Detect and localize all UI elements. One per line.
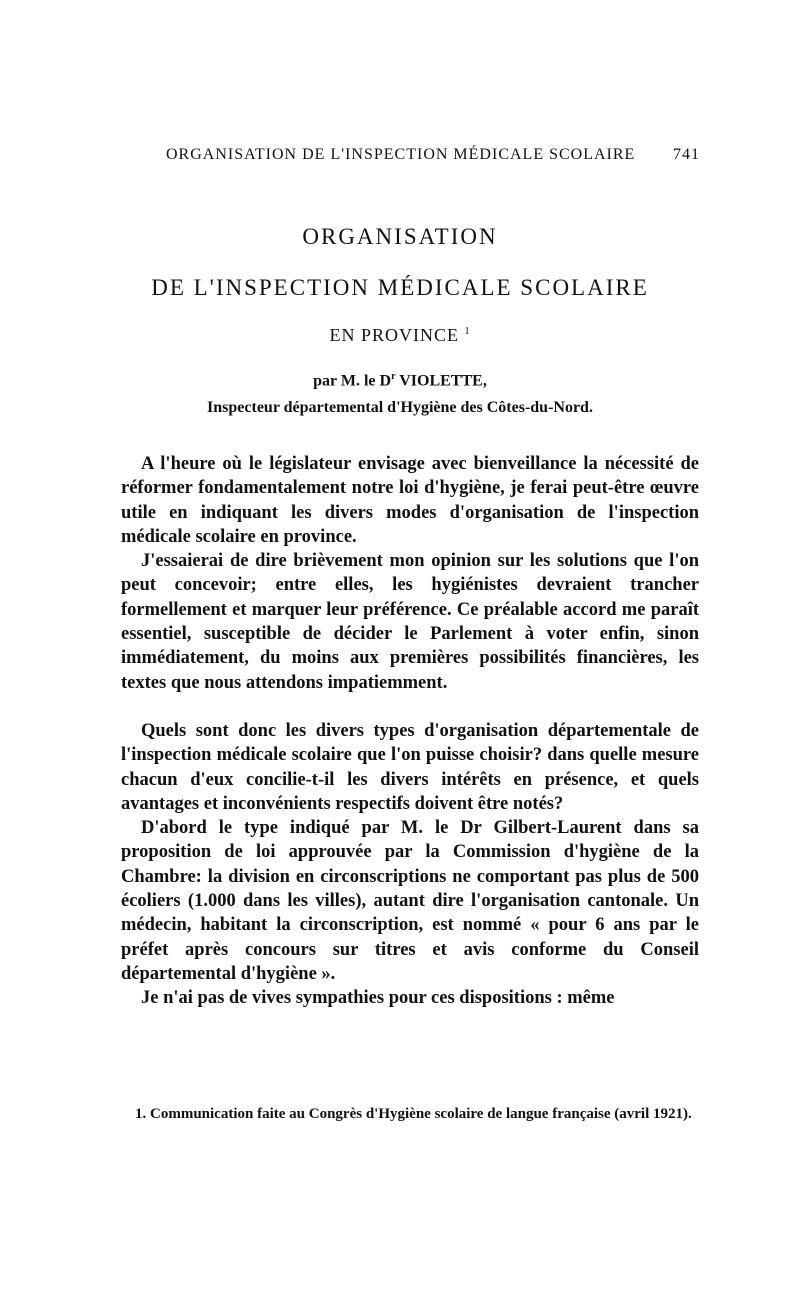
paragraph: Je n'ai pas de vives sympathies pour ces dispositions : même [141,988,615,1009]
article-title-line-3-text: EN PROVINCE [329,325,459,345]
paragraph: A l'heure où le législateur envisage avec bienveillance la nécessité de réformer fondamentalement notre loi d'hygiène, je ferai peut-être œuvre utile en indiquant les divers modes d'organisation de l'inspection médicale scolaire en province. [121,454,699,547]
footnote-marker: 1 [464,326,471,337]
author-line [0,371,800,395]
footnote: 1. Communication faite au Congrès d'Hygiène scolaire de langue française (avril 1921). [135,1106,692,1122]
article-title-line-2: DE L'INSPECTION MÉDICALE SCOLAIRE [151,275,649,300]
paragraph: Quels sont donc les divers types d'organisation départementale de l'inspection médicale scolaire que l'on puisse choisir? dans quelle mesure chacun d'eux concilie-t-il les divers intérêts en présence, et quels avantages et inconvénients respectifs doivent être notés? [121,720,699,814]
title-block [0,224,800,423]
page-number: 741 [673,146,700,163]
paragraph: J'essaierai de dire brièvement mon opinion sur les solutions que l'on peut concevoir; entre elles, les hygiénistes devraient trancher formellement et marquer leur préférence. Ce préalable accord me paraît essentiel, susceptible de décider le Parlement à voter enfin, sinon immédiatement, du moins aux premières possibilités financières, les textes que nous attendons impatiemment. [121,551,699,693]
author-affiliation: Inspecteur départemental d'Hygiène des Côtes-du-Nord. [207,399,593,416]
author-name: VIOLETTE, [395,372,487,390]
author-prefix-sup: r [391,371,396,382]
article-title-line-3 [0,325,800,355]
running-head-title: ORGANISATION DE L'INSPECTION MÉDICALE SCOLAIRE [166,146,636,163]
article-title-line-1: ORGANISATION [302,224,498,249]
paragraph: D'abord le type indiqué par M. le Dr Gilbert-Laurent dans sa proposition de loi approuvée par la Commission d'hygiène de la Chambre: la division en circonscriptions ne comportant pas plus de 500 écoliers (1.000 dans les villes), autant dire l'organisation cantonale. Un médecin, habitant la circonscription, est nommé « pour 6 ans par le préfet après concours sur titres et avis conforme du Conseil départemental d'hygiène ». [121,818,699,984]
article-body [121,452,699,1011]
running-head [166,146,700,164]
author-prefix: par M. le D [313,372,392,390]
